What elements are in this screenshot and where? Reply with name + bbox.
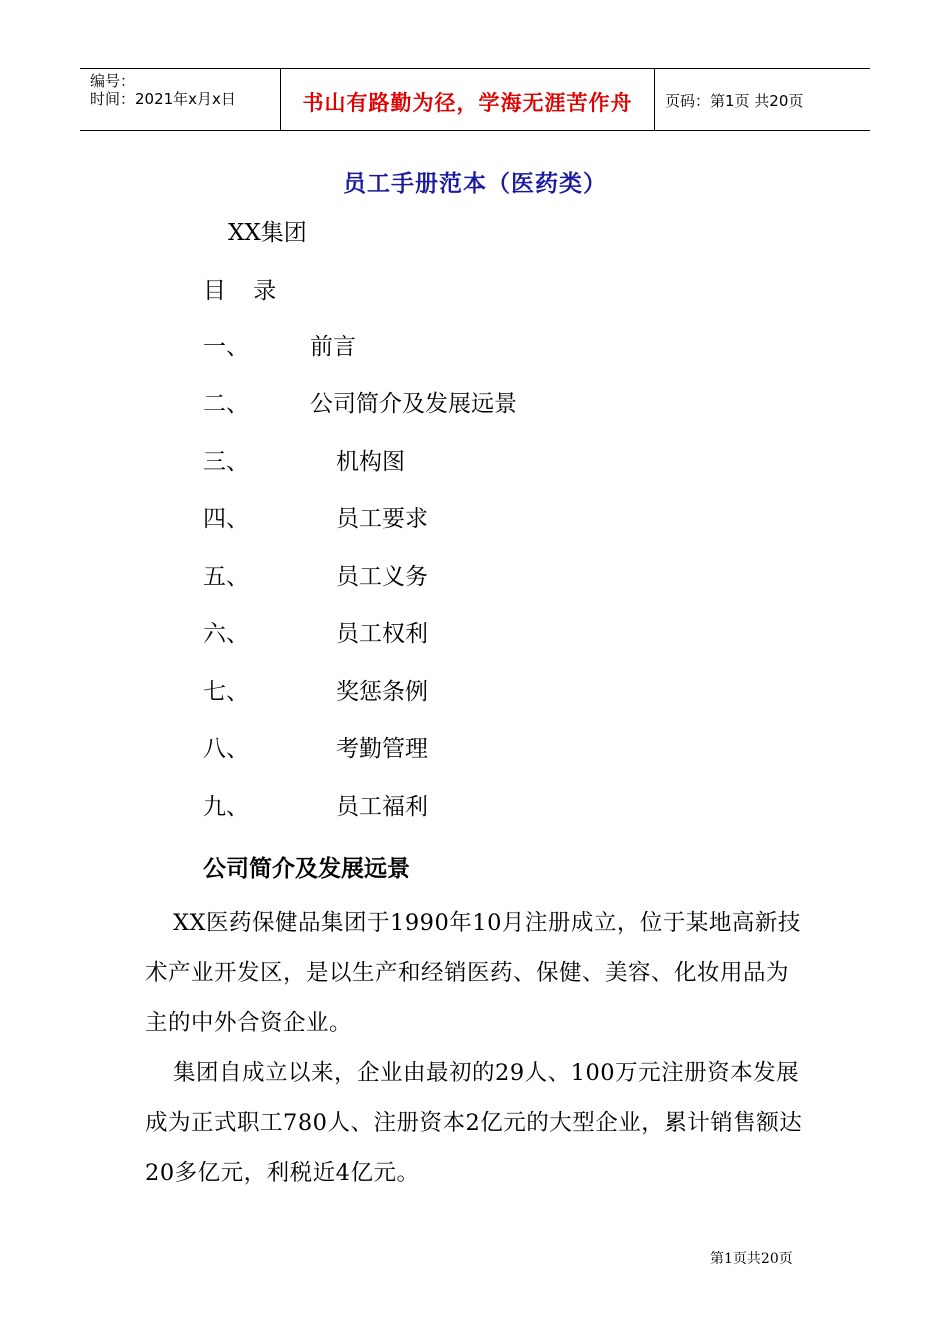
page-code-label: 页码：第1页 共20页 bbox=[665, 92, 804, 110]
motto-text: 书山有路勤为径，学海无涯苦作舟 bbox=[302, 91, 633, 115]
header-left-cell bbox=[80, 69, 281, 130]
toc-item-number: 一、 bbox=[203, 334, 249, 360]
toc-item-number: 二、 bbox=[203, 391, 249, 417]
toc-item-label: 公司简介及发展远景 bbox=[310, 391, 517, 417]
toc-heading: 目 录 bbox=[203, 278, 287, 304]
header-table bbox=[80, 68, 870, 131]
document-title: 员工手册范本（医药类） bbox=[343, 171, 607, 197]
footer-page-info: 第1页共20页 bbox=[710, 1251, 793, 1267]
section-heading: 公司简介及发展远景 bbox=[203, 856, 410, 882]
header-right-cell bbox=[655, 69, 870, 130]
toc-item-label: 考勤管理 bbox=[336, 736, 428, 762]
toc-item-number: 七、 bbox=[203, 679, 249, 705]
toc-item-number: 四、 bbox=[203, 506, 249, 532]
header-middle-cell bbox=[281, 69, 655, 130]
toc-item-label: 员工义务 bbox=[336, 564, 428, 590]
toc-item-number: 五、 bbox=[203, 564, 249, 590]
toc-item-label: 员工福利 bbox=[336, 794, 428, 820]
toc-item-label: 机构图 bbox=[336, 449, 405, 475]
company-name: XX集团 bbox=[228, 220, 307, 246]
toc-item-number: 六、 bbox=[203, 621, 249, 647]
toc-item-label: 员工权利 bbox=[336, 621, 428, 647]
toc-item-label: 前言 bbox=[310, 334, 356, 360]
paragraph: 集团自成立以来，企业由最初的29人、100万元注册资本发展成为正式职工780人、注册资本2亿元的大型企业，累计销售额达20多亿元，利税近4亿元。 bbox=[145, 1060, 803, 1186]
doc-number-label: 编号： bbox=[90, 72, 136, 90]
toc-item-label: 员工要求 bbox=[336, 506, 428, 532]
toc-item-number: 八、 bbox=[203, 736, 249, 762]
toc-item-number: 九、 bbox=[203, 794, 249, 820]
doc-time-label: 时间：2021年x月x日 bbox=[90, 90, 236, 108]
toc-item-label: 奖惩条例 bbox=[336, 679, 428, 705]
paragraph: XX医药保健品集团于1990年10月注册成立，位于某地高新技术产业开发区，是以生产和经销医药、保健、美容、化妆用品为主的中外合资企业。 bbox=[145, 910, 801, 1036]
toc-item-number: 三、 bbox=[203, 449, 249, 475]
